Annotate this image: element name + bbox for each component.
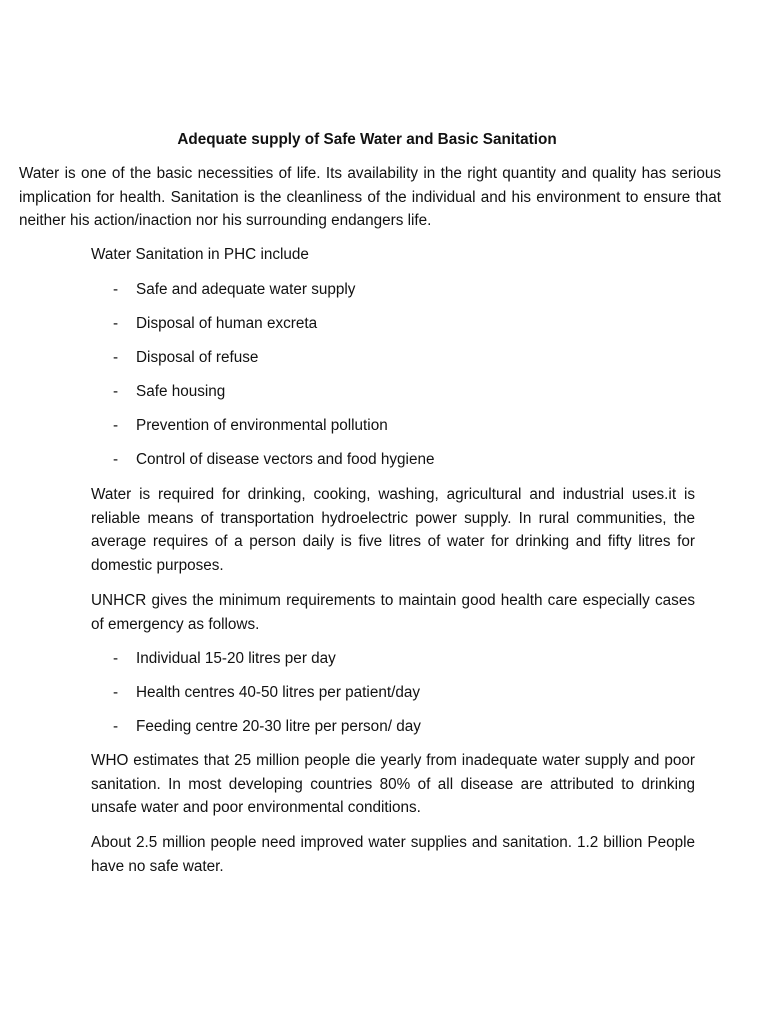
phc-list-item [113, 278, 673, 302]
list-dash: - [113, 349, 119, 366]
water-uses-paragraph: Water is required for drinking, cooking, washing, agricultural and industrial uses.it is reliable means of transportation hydroelectric power supply. In rural communities, the average requires of a person daily is five litres of water for drinking and fifty litres for domestic purposes. [91, 486, 695, 574]
list-dash: - [113, 417, 119, 434]
unhcr-list-item [113, 681, 673, 705]
list-dash: - [113, 383, 119, 400]
list-item-text: Safe and adequate water supply [136, 281, 356, 298]
who-paragraph: WHO estimates that 25 million people die yearly from inadequate water supply and poor sanitation. In most developing countries 80% of all disease are attributed to drinking unsafe water and poor environmental conditions. [91, 752, 695, 817]
phc-list-item [113, 448, 673, 472]
list-item-text: Health centres 40-50 litres per patient/day [136, 684, 421, 701]
unhcr-list-item [113, 715, 673, 739]
list-item-text: Disposal of refuse [136, 349, 259, 366]
list-dash: - [113, 684, 119, 701]
list-dash: - [113, 650, 119, 667]
phc-list-item [113, 414, 673, 438]
list-dash: - [113, 315, 119, 332]
phc-list-item [113, 312, 673, 336]
list-item-text: Control of disease vectors and food hygiene [136, 451, 435, 468]
phc-list-item [113, 346, 673, 370]
list-item-text: Safe housing [136, 383, 226, 400]
list-dash: - [113, 281, 119, 298]
list-dash: - [113, 451, 119, 468]
phc-list-item [113, 380, 673, 404]
list-item-text: Feeding centre 20-30 litre per person/ day [136, 718, 421, 735]
document-title: Adequate supply of Safe Water and Basic Sanitation [177, 131, 557, 148]
unhcr-paragraph: UNHCR gives the minimum requirements to maintain good health care especially cases of emergency as follows. [91, 592, 695, 633]
list-item-text: Individual 15-20 litres per day [136, 650, 336, 667]
intro-paragraph: Water is one of the basic necessities of life. Its availability in the right quantity and quality has serious implication for health. Sanitation is the cleanliness of the individual and his environment to ensure that neither his action/inaction nor his surrounding endangers life. [19, 165, 721, 230]
closing-paragraph: About 2.5 million people need improved water supplies and sanitation. 1.2 billion People have no safe water. [91, 834, 695, 875]
list-dash: - [113, 718, 119, 735]
phc-heading: Water Sanitation in PHC include [91, 246, 309, 263]
list-item-text: Prevention of environmental pollution [136, 417, 388, 434]
list-item-text: Disposal of human excreta [136, 315, 318, 332]
unhcr-list-item [113, 647, 673, 671]
